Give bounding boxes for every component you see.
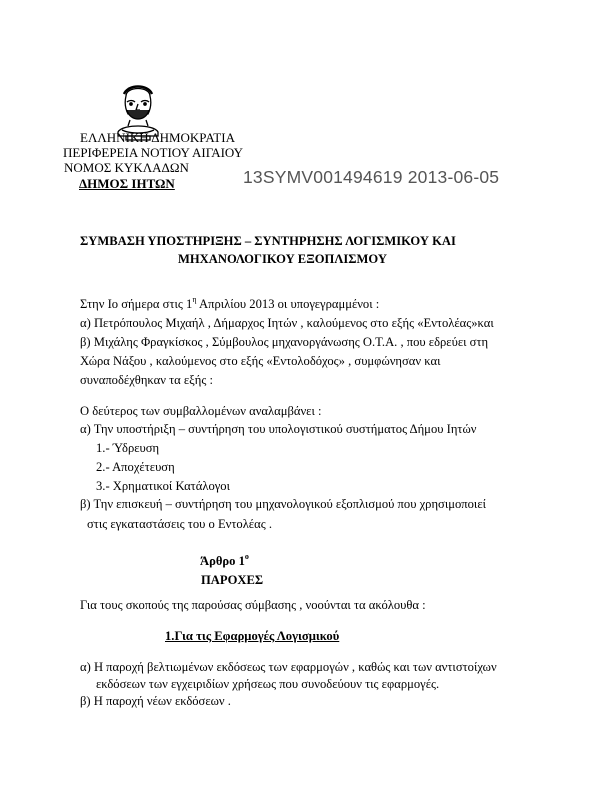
service-item-water: 1.- Ύδρευση bbox=[96, 441, 160, 455]
software-item-a: α) Η παροχή βελτιωμένων εκδόσεως των εφαρμογών , καθώς και των αντιστοίχων bbox=[80, 660, 497, 674]
header-line-municipality: ΔΗΜΟΣ ΙΗΤΩΝ bbox=[79, 176, 175, 191]
second-party-intro: Ο δεύτερος των συμβαλλομένων αναλαμβάνει : bbox=[80, 404, 322, 418]
intro-line-agreement: συναποδέχθηκαν τα εξής : bbox=[80, 373, 214, 387]
intro-date-suffix: η bbox=[192, 295, 197, 304]
service-item-sewage: 2.- Αποχέτευση bbox=[96, 460, 175, 474]
intro-line-party-a: α) Πετρόπουλος Μιχαήλ , Δήμαρχος Ιητών , καλούμενος στο εξής «Εντολέας»και bbox=[80, 316, 494, 330]
second-party-item-a: α) Την υποστήριξη – συντήρηση του υπολογιστικού συστήματος Δήμου Ιητών bbox=[80, 422, 477, 436]
intro-line-party-b-cont: Χώρα Νάξου , καλούμενος στο εξής «Εντολοδόχος» , συμφώνησαν και bbox=[80, 354, 441, 368]
article-title bbox=[200, 554, 249, 569]
article-title-suffix: ο bbox=[244, 552, 249, 561]
registration-stamp: 13SYMV001494619 2013-06-05 bbox=[243, 167, 500, 187]
contract-title-line2: ΜΗΧΑΝΟΛΟΓΙΚΟΥ ΕΞΟΠΛΙΣΜΟΥ bbox=[178, 252, 387, 266]
header-line-republic: ΕΛΛΗΝΙΚΗ ΔΗΜΟΚΡΑΤΙΑ bbox=[80, 130, 235, 145]
article-subtitle: ΠΑΡΟΧΕΣ bbox=[201, 573, 264, 587]
intro-date-text-rest: Απριλίου 2013 οι υπογεγραμμένοι : bbox=[196, 297, 380, 311]
second-party-item-b-cont: στις εγκαταστάσεις του ο Εντολέας . bbox=[87, 517, 272, 531]
intro-date-text: Στην Ιο σήμερα στις 1 bbox=[80, 297, 193, 311]
intro-line-party-b: β) Μιχάλης Φραγκίσκος , Σύμβουλος μηχανοργάνωσης Ο.Τ.Α. , που εδρεύει στη bbox=[80, 335, 489, 349]
header-line-prefecture: ΝΟΜΟΣ ΚΥΚΛΑΔΩΝ bbox=[64, 160, 189, 175]
contract-title-line1: ΣΥΜΒΑΣΗ ΥΠΟΣΤΗΡΙΞΗΣ – ΣΥΝΤΗΡΗΣΗΣ ΛΟΓΙΣΜΙΚΟΥ ΚΑΙ bbox=[80, 234, 456, 248]
software-heading: 1.Για τις Εφαρμογές Λογισμικού bbox=[165, 629, 340, 643]
article-title-text: Άρθρο 1 bbox=[200, 554, 245, 568]
software-item-a-cont: εκδόσεων των εγχειριδίων χρήσεως που συνοδεύουν τις εφαρμογές. bbox=[96, 677, 440, 691]
service-item-catalogues: 3.- Χρηματικοί Κατάλογοι bbox=[96, 479, 230, 493]
second-party-item-b: β) Την επισκευή – συντήρηση του μηχανολογικού εξοπλισμού που χρησιμοποιεί bbox=[80, 497, 486, 511]
intro-line-date bbox=[80, 297, 379, 312]
purpose-line: Για τους σκοπούς της παρούσας σύμβασης , νοούνται τα ακόλουθα : bbox=[80, 598, 426, 612]
header-line-region: ΠΕΡΙΦΕΡΕΙΑ ΝΟΤΙΟΥ ΑΙΓΑΙΟΥ bbox=[63, 145, 244, 160]
software-item-b: β) Η παροχή νέων εκδόσεων . bbox=[80, 694, 231, 708]
